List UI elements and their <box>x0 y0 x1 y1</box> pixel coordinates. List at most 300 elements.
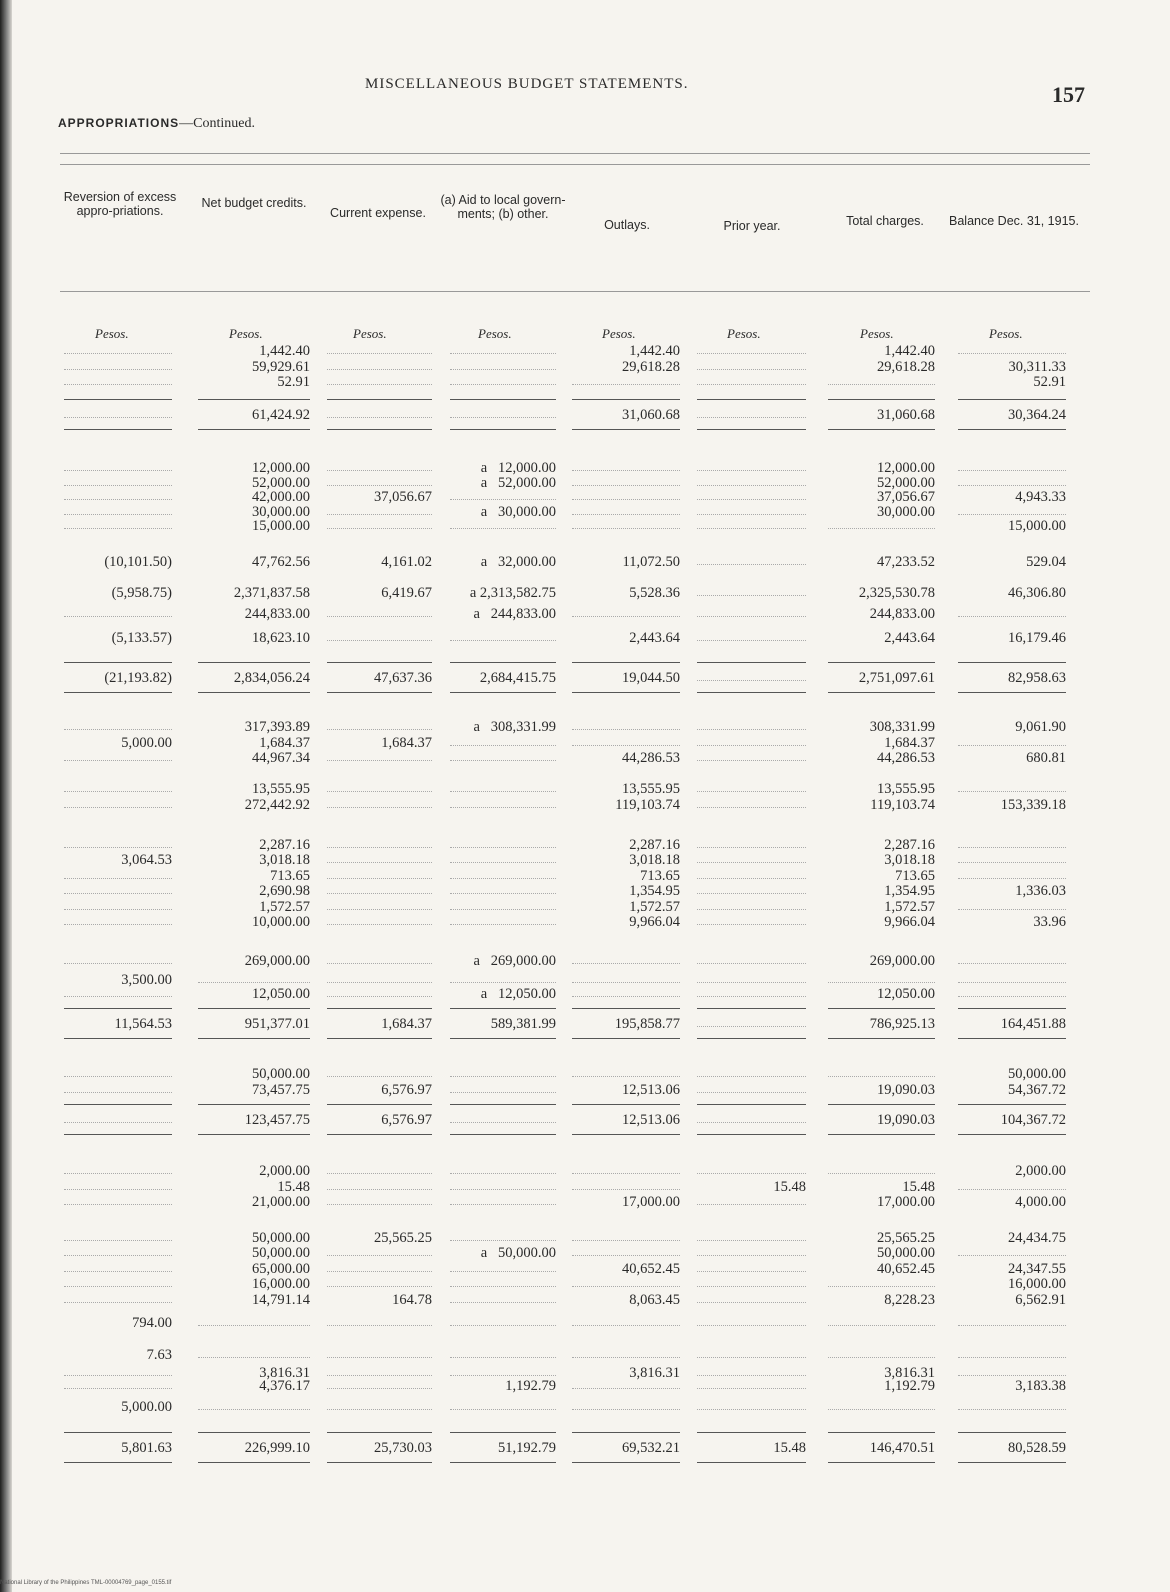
leader-dots <box>450 1114 556 1123</box>
total-cell: 226,999.10 <box>244 1440 310 1456</box>
total-cell: 19,044.50 <box>622 670 680 686</box>
leader-dots <box>327 1068 432 1077</box>
leader-dots <box>697 556 806 565</box>
table-cell: 44,286.53 <box>877 750 935 766</box>
table-cell: 4,376.17 <box>259 1378 310 1395</box>
total-rule <box>450 1432 556 1433</box>
total-rule <box>958 662 1066 663</box>
total-rule <box>327 399 432 400</box>
leader-dots <box>572 520 680 529</box>
total-rule <box>572 1008 680 1009</box>
leader-dots <box>64 839 172 848</box>
leader-dots <box>697 491 806 500</box>
table-cell: 164.78 <box>392 1291 432 1308</box>
table-cell: 1,684.37 <box>381 734 432 751</box>
leader-dots <box>327 376 432 385</box>
total-cell: 25,730.03 <box>374 1440 432 1456</box>
table-cell: 9,966.04 <box>884 914 935 931</box>
leader-dots <box>958 477 1066 486</box>
total-rule <box>697 662 806 663</box>
total-cell: 786,925.13 <box>869 1016 935 1032</box>
table-cell: 6,419.67 <box>381 584 432 601</box>
total-rule <box>697 692 806 693</box>
leader-dots <box>697 506 806 515</box>
table-cell: 2,287.16 <box>259 836 310 853</box>
table-cell: 1,336.03 <box>1015 883 1066 900</box>
leader-dots <box>198 974 310 983</box>
leader-dots <box>828 1401 935 1410</box>
leader-dots <box>697 477 806 486</box>
table-cell: 1,442.40 <box>259 343 310 359</box>
table-cell: 1,354.95 <box>884 883 935 900</box>
total-rule <box>327 1008 432 1009</box>
leader-dots <box>697 1232 806 1241</box>
total-rule <box>572 1038 680 1039</box>
leader-dots <box>327 885 432 894</box>
leader-dots <box>64 409 172 418</box>
table-cell: 3,816.31 <box>884 1364 935 1381</box>
leader-dots <box>198 1401 310 1410</box>
leader-dots <box>958 608 1066 617</box>
leader-dots <box>697 1278 806 1287</box>
leader-dots <box>198 1349 310 1358</box>
total-rule <box>958 1134 1066 1135</box>
leader-dots <box>450 870 556 879</box>
table-cell: a 12,050.00 <box>480 985 556 1002</box>
table-cell: 1,572.57 <box>884 898 935 915</box>
leader-dots <box>958 839 1066 848</box>
leader-dots <box>64 1196 172 1205</box>
table-cell: 44,967.34 <box>252 750 310 766</box>
leader-dots <box>64 721 172 730</box>
leader-dots <box>958 974 1066 983</box>
table-cell: 54,367.72 <box>1008 1081 1066 1098</box>
total-rule <box>64 1432 172 1433</box>
leader-dots <box>572 974 680 983</box>
total-rule <box>828 1104 935 1105</box>
leader-dots <box>450 783 556 792</box>
table-cell: 5,000.00 <box>121 1398 172 1415</box>
leader-dots <box>697 587 806 596</box>
leader-dots <box>327 1380 432 1389</box>
leader-dots <box>327 752 432 761</box>
leader-dots <box>64 1263 172 1272</box>
leader-dots <box>572 1165 680 1174</box>
total-cell: 69,532.21 <box>622 1440 680 1456</box>
leader-dots <box>697 752 806 761</box>
total-rule <box>572 662 680 663</box>
table-cell: 24,434.75 <box>1008 1229 1066 1246</box>
table-cell: 794.00 <box>132 1314 172 1331</box>
table-cell: 1,192.79 <box>505 1378 556 1395</box>
table-cell: 8,228.23 <box>884 1291 935 1308</box>
table-cell: 2,287.16 <box>884 836 935 853</box>
total-rule <box>958 1038 1066 1039</box>
leader-dots <box>572 1181 680 1190</box>
leader-dots <box>327 870 432 879</box>
leader-dots <box>958 1247 1066 1256</box>
table-cell: 3,064.53 <box>121 852 172 869</box>
total-rule <box>198 662 310 663</box>
leader-dots <box>697 799 806 808</box>
table-cell: 29,618.28 <box>877 358 935 375</box>
leader-dots <box>958 854 1066 863</box>
leader-dots <box>327 974 432 983</box>
table-cell: 50,000.00 <box>877 1245 935 1262</box>
table-cell: 3,183.38 <box>1015 1378 1066 1395</box>
table-cell: 13,555.95 <box>877 781 935 797</box>
leader-dots <box>327 1165 432 1174</box>
leader-dots <box>64 376 172 385</box>
total-rule <box>198 1104 310 1105</box>
total-rule <box>450 1038 556 1039</box>
table-cell: 16,000.00 <box>1008 1276 1066 1293</box>
table-cell: 16,000.00 <box>252 1276 310 1293</box>
table-cell: 37,056.67 <box>374 489 432 505</box>
table-cell: 30,311.33 <box>1008 358 1066 375</box>
leader-dots <box>327 1278 432 1287</box>
table-cell: 30,000.00 <box>252 503 310 520</box>
table-cell: 9,061.90 <box>1015 719 1066 735</box>
page-number: 157 <box>1052 82 1085 107</box>
leader-dots <box>450 361 556 370</box>
column-header-4: (a) Aid to local govern-ments; (b) other. <box>440 193 566 221</box>
total-cell: 6,576.97 <box>381 1112 432 1128</box>
leader-dots <box>697 520 806 529</box>
leader-dots <box>828 974 935 983</box>
table-cell: 680.81 <box>1026 750 1066 766</box>
leader-dots <box>64 1165 172 1174</box>
table-cell: 1,572.57 <box>259 898 310 915</box>
total-rule <box>572 1462 680 1463</box>
leader-dots <box>64 885 172 894</box>
leader-dots <box>64 345 172 354</box>
leader-dots <box>450 1317 556 1326</box>
leader-dots <box>572 1278 680 1287</box>
total-rule <box>828 1462 935 1463</box>
table-cell: 4,161.02 <box>381 554 432 571</box>
table-cell: a 2,313,582.75 <box>469 584 556 601</box>
leader-dots <box>958 1317 1066 1326</box>
leader-dots <box>64 1278 172 1287</box>
table-cell: 713.65 <box>270 867 310 884</box>
subhead-caps: APPROPRIATIONS <box>58 116 180 130</box>
leader-dots <box>450 839 556 848</box>
leader-dots <box>572 737 680 746</box>
leader-dots <box>198 1317 310 1326</box>
table-cell: 269,000.00 <box>244 953 310 970</box>
total-cell: 31,060.68 <box>877 407 935 423</box>
table-cell: a 32,000.00 <box>480 554 556 571</box>
leader-dots <box>572 955 680 964</box>
leader-dots <box>572 1317 680 1326</box>
table-cell: 25,565.25 <box>374 1229 432 1246</box>
leader-dots <box>697 376 806 385</box>
total-cell: 146,470.51 <box>869 1440 935 1456</box>
total-rule <box>450 1008 556 1009</box>
table-cell: 42,000.00 <box>252 489 310 505</box>
total-cell: 61,424.92 <box>252 407 310 423</box>
leader-dots <box>697 1084 806 1093</box>
total-cell: 1,684.37 <box>381 1016 432 1032</box>
leader-dots <box>450 376 556 385</box>
total-rule <box>64 399 172 400</box>
total-rule <box>572 429 680 430</box>
table-cell: 47,233.52 <box>877 554 935 571</box>
leader-dots <box>450 1181 556 1190</box>
total-rule <box>198 1134 310 1135</box>
unit-label-7: Pesos. <box>860 326 894 341</box>
header-bottom-rule <box>60 291 1090 292</box>
table-cell: 3,816.31 <box>629 1364 680 1381</box>
total-rule <box>64 692 172 693</box>
table-cell: 1,192.79 <box>884 1378 935 1395</box>
leader-dots <box>327 361 432 370</box>
table-cell: 7.63 <box>146 1347 172 1364</box>
table-cell: 3,018.18 <box>884 852 935 869</box>
table-cell: 713.65 <box>895 867 935 884</box>
table-cell: 153,339.18 <box>1000 796 1066 813</box>
total-cell: 15.48 <box>773 1440 806 1456</box>
unit-label-5: Pesos. <box>602 326 636 341</box>
leader-dots <box>64 1068 172 1077</box>
table-cell: 12,000.00 <box>252 460 310 476</box>
total-rule <box>697 1462 806 1463</box>
table-cell: 46,306.80 <box>1008 584 1066 601</box>
unit-label-1: Pesos. <box>95 326 129 341</box>
total-rule <box>450 1104 556 1105</box>
table-cell: 6,562.91 <box>1015 1291 1066 1308</box>
table-cell: 3,816.31 <box>259 1364 310 1381</box>
total-rule <box>828 1134 935 1135</box>
table-cell: 2,000.00 <box>259 1163 310 1179</box>
leader-dots <box>697 1165 806 1174</box>
total-rule <box>828 1432 935 1433</box>
column-header-5: Outlays. <box>604 218 650 232</box>
total-rule <box>327 1038 432 1039</box>
top-rule <box>60 153 1090 154</box>
total-rule <box>327 1104 432 1105</box>
leader-dots <box>327 520 432 529</box>
leader-dots <box>958 1181 1066 1190</box>
leader-dots <box>64 1380 172 1389</box>
leader-dots <box>64 462 172 471</box>
total-rule <box>572 692 680 693</box>
leader-dots <box>697 1114 806 1123</box>
total-cell: 2,751,097.61 <box>858 670 935 686</box>
table-cell: 15,000.00 <box>252 518 310 534</box>
unit-label-4: Pesos. <box>478 326 512 341</box>
total-rule <box>64 429 172 430</box>
leader-dots <box>450 752 556 761</box>
table-cell: 14,791.14 <box>252 1291 310 1308</box>
leader-dots <box>327 632 432 641</box>
total-rule <box>198 692 310 693</box>
leader-dots <box>958 737 1066 746</box>
total-rule <box>450 692 556 693</box>
leader-dots <box>64 1084 172 1093</box>
leader-dots <box>64 1181 172 1190</box>
table-cell: 15,000.00 <box>1008 518 1066 534</box>
column-header-1: Reversion of excess appro-priations. <box>63 190 177 218</box>
leader-dots <box>64 752 172 761</box>
total-rule <box>697 1038 806 1039</box>
table-cell: 15.48 <box>902 1178 935 1195</box>
running-head: MISCELLANEOUS BUDGET STATEMENTS. <box>365 76 689 92</box>
unit-label-3: Pesos. <box>353 326 387 341</box>
table-cell: 119,103.74 <box>870 796 935 813</box>
table-cell: 50,000.00 <box>252 1066 310 1082</box>
total-rule <box>697 399 806 400</box>
leader-dots <box>327 477 432 486</box>
leader-dots <box>572 1380 680 1389</box>
total-rule <box>958 399 1066 400</box>
leader-dots <box>450 737 556 746</box>
leader-dots <box>697 1367 806 1376</box>
table-cell: 73,457.75 <box>252 1081 310 1098</box>
total-rule <box>828 429 935 430</box>
leader-dots <box>958 901 1066 910</box>
leader-dots <box>572 376 680 385</box>
total-rule <box>697 1008 806 1009</box>
table-cell: a 30,000.00 <box>480 503 556 520</box>
total-cell: 11,564.53 <box>114 1016 172 1032</box>
table-cell: 16,179.46 <box>1008 629 1066 646</box>
total-cell: 5,801.63 <box>121 1440 172 1456</box>
total-rule <box>198 1008 310 1009</box>
leader-dots <box>828 1349 935 1358</box>
table-cell: 8,063.45 <box>629 1291 680 1308</box>
table-cell: 5,528.36 <box>629 584 680 601</box>
leader-dots <box>450 1294 556 1303</box>
leader-dots <box>450 854 556 863</box>
leader-dots <box>697 632 806 641</box>
table-cell: 3,018.18 <box>629 852 680 869</box>
leader-dots <box>697 1317 806 1326</box>
leader-dots <box>450 901 556 910</box>
total-rule <box>572 1134 680 1135</box>
table-cell: 272,442.92 <box>244 796 310 813</box>
leader-dots <box>958 955 1066 964</box>
leader-dots <box>958 345 1066 354</box>
leader-dots <box>327 1181 432 1190</box>
leader-dots <box>327 1401 432 1410</box>
table-cell: 4,943.33 <box>1015 489 1066 505</box>
table-cell: 37,056.67 <box>877 489 935 505</box>
table-cell: 59,929.61 <box>252 358 310 375</box>
leader-dots <box>64 491 172 500</box>
table-cell: 13,555.95 <box>252 781 310 797</box>
leader-dots <box>697 409 806 418</box>
leader-dots <box>697 1401 806 1410</box>
table-cell: 13,555.95 <box>622 781 680 797</box>
leader-dots <box>64 520 172 529</box>
leader-dots <box>828 1165 935 1174</box>
total-rule <box>198 429 310 430</box>
leader-dots <box>697 345 806 354</box>
leader-dots <box>450 1278 556 1287</box>
leader-dots <box>64 1247 172 1256</box>
table-cell: 269,000.00 <box>869 953 935 970</box>
total-rule <box>64 1008 172 1009</box>
leader-dots <box>697 608 806 617</box>
total-rule <box>958 1432 1066 1433</box>
total-cell: 195,858.77 <box>614 1016 680 1032</box>
table-cell: (5,133.57) <box>111 629 172 646</box>
table-cell: 5,000.00 <box>121 734 172 751</box>
total-rule <box>572 1104 680 1105</box>
total-rule <box>327 662 432 663</box>
total-rule <box>697 1134 806 1135</box>
table-cell: 9,966.04 <box>629 914 680 931</box>
table-cell: 19,090.03 <box>877 1081 935 1098</box>
table-cell: 3,500.00 <box>121 971 172 988</box>
leader-dots <box>327 839 432 848</box>
table-cell: (5,958.75) <box>111 584 172 601</box>
table-cell: 50,000.00 <box>252 1245 310 1262</box>
leader-dots <box>450 1232 556 1241</box>
table-cell: 50,000.00 <box>1008 1066 1066 1082</box>
table-cell: 529.04 <box>1026 554 1066 571</box>
table-cell: 17,000.00 <box>622 1194 680 1210</box>
total-rule <box>198 1432 310 1433</box>
table-cell: 2,443.64 <box>629 629 680 646</box>
table-cell: a 269,000.00 <box>473 953 556 970</box>
total-cell: 31,060.68 <box>622 407 680 423</box>
total-rule <box>958 429 1066 430</box>
total-rule <box>64 662 172 663</box>
total-rule <box>958 1104 1066 1105</box>
leader-dots <box>64 955 172 964</box>
table-cell: 4,000.00 <box>1015 1194 1066 1210</box>
table-cell: a 244,833.00 <box>473 606 556 623</box>
total-rule <box>828 1038 935 1039</box>
leader-dots <box>958 462 1066 471</box>
leader-dots <box>327 901 432 910</box>
total-cell: 47,637.36 <box>374 670 432 686</box>
table-cell: 1,684.37 <box>884 734 935 751</box>
total-rule <box>828 662 935 663</box>
leader-dots <box>958 1401 1066 1410</box>
leader-dots <box>64 608 172 617</box>
leader-dots <box>64 916 172 925</box>
table-cell: 33.96 <box>1033 914 1066 931</box>
leader-dots <box>64 1114 172 1123</box>
total-rule <box>327 429 432 430</box>
table-cell: 40,652.45 <box>622 1260 680 1277</box>
leader-dots <box>64 870 172 879</box>
table-cell: 10,000.00 <box>252 914 310 931</box>
table-cell: 2,371,837.58 <box>233 584 310 601</box>
leader-dots <box>572 1232 680 1241</box>
total-rule <box>450 429 556 430</box>
leader-dots <box>697 1349 806 1358</box>
leader-dots <box>697 1294 806 1303</box>
leader-dots <box>64 1294 172 1303</box>
leader-dots <box>828 1317 935 1326</box>
leader-dots <box>697 916 806 925</box>
leader-dots <box>327 916 432 925</box>
table-cell: 18,623.10 <box>252 629 310 646</box>
table-cell: 50,000.00 <box>252 1229 310 1246</box>
total-rule <box>572 1432 680 1433</box>
table-cell: 24,347.55 <box>1008 1260 1066 1277</box>
leader-dots <box>697 1068 806 1077</box>
total-rule <box>958 1462 1066 1463</box>
leader-dots <box>450 1196 556 1205</box>
leader-dots <box>697 854 806 863</box>
total-rule <box>450 1134 556 1135</box>
